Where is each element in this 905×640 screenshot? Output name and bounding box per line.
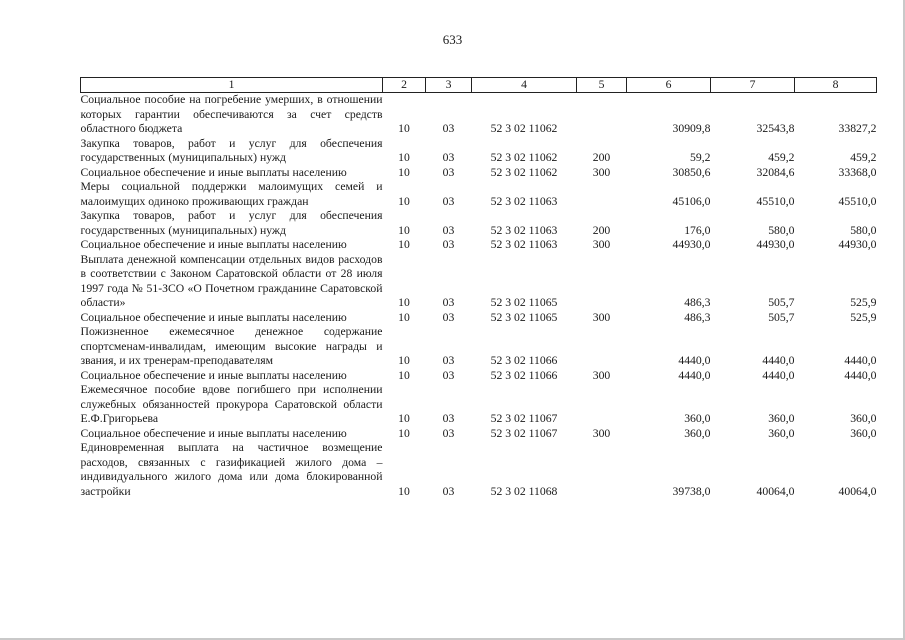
table-row xyxy=(81,238,877,253)
year1-amount-cell: 45106,0 xyxy=(672,194,711,208)
expense-type-cell: 300 xyxy=(592,368,611,382)
year2-amount-cell: 4440,0 xyxy=(762,354,795,367)
expense-type-cell xyxy=(577,441,627,499)
expense-name-cell: Социальное обеспечение и иные выплаты населению xyxy=(80,238,347,251)
year3-amount-cell: 40064,0 xyxy=(838,484,877,498)
year1-amount-cell: 39738,0 xyxy=(672,484,711,498)
year3-amount-cell: 33368,0 xyxy=(838,165,877,179)
expense-name-cell: Социальное обеспечение и иные выплаты населению xyxy=(80,426,347,440)
year2-amount-cell: 580,0 xyxy=(768,223,795,237)
table-row xyxy=(81,180,877,209)
budget-table xyxy=(80,77,877,499)
target-article-cell: 52 3 02 11062 xyxy=(490,165,558,179)
year3-amount-cell: 45510,0 xyxy=(838,194,877,208)
expense-name-cell: Социальное пособие на погребение умерших, в отношении которых гарантии обеспечиваются за счет средств областного бюджета xyxy=(80,93,383,135)
section-cell: 10 xyxy=(398,426,410,440)
page-number: 633 xyxy=(442,32,463,47)
section-cell: 10 xyxy=(398,194,410,208)
expense-type-cell: 300 xyxy=(592,426,611,440)
year1-amount-cell: 360,0 xyxy=(684,426,711,440)
year3-amount-cell: 44930,0 xyxy=(838,238,877,251)
year3-amount-cell: 4440,0 xyxy=(844,368,877,382)
subsection-cell: 03 xyxy=(442,122,455,135)
section-cell: 10 xyxy=(398,310,410,324)
expense-name-cell: Закупка товаров, работ и услуг для обеспечения государственных (муниципальных) нужд xyxy=(80,209,383,237)
section-cell: 10 xyxy=(398,122,410,135)
target-article-cell: 52 3 02 11067 xyxy=(490,426,558,440)
expense-name-cell: Пожизненное ежемесячное денежное содержание спортсменам-инвалидам, имеющим высокие награды и звания, и их тренерам-преподавателям xyxy=(80,325,383,367)
year1-amount-cell: 59,2 xyxy=(690,151,711,164)
target-article-cell: 52 3 02 11062 xyxy=(490,122,558,135)
table-row xyxy=(81,383,877,427)
expense-name-cell: Социальное обеспечение и иные выплаты населению xyxy=(80,368,347,382)
column-header: 2 xyxy=(383,78,426,93)
section-cell: 10 xyxy=(398,223,410,237)
expense-type-cell: 300 xyxy=(592,238,611,251)
expense-type-cell: 300 xyxy=(592,310,611,324)
year2-amount-cell: 32543,8 xyxy=(756,122,795,135)
year1-amount-cell: 30909,8 xyxy=(672,122,711,135)
expense-name-cell: Единовременная выплата на частичное возмещение расходов, связанных с газификацией жилого дома – индивидуального жилого дома или дома блокированной застройки xyxy=(80,441,383,498)
column-header: 8 xyxy=(795,78,877,93)
year1-amount-cell: 4440,0 xyxy=(678,354,711,367)
subsection-cell: 03 xyxy=(442,354,455,367)
year3-amount-cell: 459,2 xyxy=(850,151,877,164)
expense-type-cell: 200 xyxy=(592,151,611,164)
target-article-cell: 52 3 02 11068 xyxy=(490,484,558,498)
year1-amount-cell: 176,0 xyxy=(684,223,711,237)
column-header: 4 xyxy=(472,78,577,93)
year1-amount-cell: 4440,0 xyxy=(678,368,711,382)
year2-amount-cell: 32084,6 xyxy=(756,165,795,179)
expense-name-cell: Социальное обеспечение и иные выплаты населению xyxy=(80,165,347,179)
subsection-cell: 03 xyxy=(442,223,455,237)
column-header: 3 xyxy=(426,78,472,93)
year2-amount-cell: 4440,0 xyxy=(762,368,795,382)
section-cell: 10 xyxy=(398,368,410,382)
year1-amount-cell: 44930,0 xyxy=(672,238,711,251)
expense-name-cell: Ежемесячное пособие вдове погибшего при исполнении служебных обязанностей прокурора Саратовской области Е.Ф.Григорьева xyxy=(80,383,383,425)
table-row xyxy=(81,311,877,326)
table-row xyxy=(81,93,877,137)
section-cell: 10 xyxy=(398,151,410,164)
subsection-cell: 03 xyxy=(442,151,455,164)
year3-amount-cell: 33827,2 xyxy=(838,122,877,135)
year3-amount-cell: 360,0 xyxy=(850,412,877,425)
table-row xyxy=(81,209,877,238)
year3-amount-cell: 4440,0 xyxy=(844,354,877,367)
target-article-cell: 52 3 02 11066 xyxy=(490,368,558,382)
year2-amount-cell: 44930,0 xyxy=(756,238,795,251)
table-row xyxy=(81,253,877,311)
year1-amount-cell: 486,3 xyxy=(684,310,711,324)
table-row xyxy=(81,166,877,181)
year3-amount-cell: 525,9 xyxy=(850,310,877,324)
target-article-cell: 52 3 02 11067 xyxy=(490,412,558,425)
column-header: 1 xyxy=(81,78,383,93)
table-row xyxy=(81,427,877,442)
target-article-cell: 52 3 02 11062 xyxy=(490,151,558,164)
subsection-cell: 03 xyxy=(442,310,455,324)
section-cell: 10 xyxy=(398,354,410,367)
target-article-cell: 52 3 02 11066 xyxy=(490,354,558,367)
year2-amount-cell: 505,7 xyxy=(768,310,795,324)
expense-name-cell: Закупка товаров, работ и услуг для обеспечения государственных (муниципальных) нужд xyxy=(80,136,383,164)
expense-name-cell: Социальное обеспечение и иные выплаты населению xyxy=(80,310,347,324)
year2-amount-cell: 505,7 xyxy=(768,296,795,309)
column-header: 7 xyxy=(711,78,795,93)
target-article-cell: 52 3 02 11063 xyxy=(490,238,558,251)
subsection-cell: 03 xyxy=(442,296,455,309)
target-article-cell: 52 3 02 11063 xyxy=(490,223,558,237)
section-cell: 10 xyxy=(398,484,410,498)
table-header-row xyxy=(81,78,877,93)
year1-amount-cell: 30850,6 xyxy=(672,165,711,179)
subsection-cell: 03 xyxy=(442,194,455,208)
subsection-cell: 03 xyxy=(442,165,455,179)
expense-type-cell xyxy=(577,383,627,427)
section-cell: 10 xyxy=(398,165,410,179)
expense-type-cell: 200 xyxy=(592,223,611,237)
table-row xyxy=(81,137,877,166)
expense-name-cell: Выплата денежной компенсации отдельных видов расходов в соответствии с Законом Саратовской области от 28 июля 1997 года № 51-ЗСО «О Почетном гражданине Саратовской области» xyxy=(80,252,383,309)
expense-name-cell: Меры социальной поддержки малоимущих семей и малоимущих одиноко проживающих граждан xyxy=(80,180,383,208)
subsection-cell: 03 xyxy=(442,412,455,425)
expense-type-cell xyxy=(577,93,627,137)
column-header: 6 xyxy=(627,78,711,93)
expense-type-cell xyxy=(577,180,627,209)
year2-amount-cell: 360,0 xyxy=(768,412,795,425)
year1-amount-cell: 486,3 xyxy=(684,296,711,309)
subsection-cell: 03 xyxy=(442,238,455,251)
column-header: 5 xyxy=(577,78,627,93)
expense-type-cell xyxy=(577,253,627,311)
table-row xyxy=(81,441,877,499)
year2-amount-cell: 360,0 xyxy=(768,426,795,440)
year2-amount-cell: 40064,0 xyxy=(756,484,795,498)
expense-type-cell xyxy=(577,325,627,369)
table-row xyxy=(81,325,877,369)
section-cell: 10 xyxy=(398,296,410,309)
target-article-cell: 52 3 02 11065 xyxy=(490,310,558,324)
target-article-cell: 52 3 02 11065 xyxy=(490,296,558,309)
target-article-cell: 52 3 02 11063 xyxy=(490,194,558,208)
section-cell: 10 xyxy=(398,412,410,425)
year3-amount-cell: 525,9 xyxy=(850,296,877,309)
table-body xyxy=(81,93,877,500)
year3-amount-cell: 360,0 xyxy=(850,426,877,440)
subsection-cell: 03 xyxy=(442,484,455,498)
year1-amount-cell: 360,0 xyxy=(684,412,711,425)
table-row xyxy=(81,369,877,384)
year2-amount-cell: 459,2 xyxy=(768,151,795,164)
year2-amount-cell: 45510,0 xyxy=(756,194,795,208)
section-cell: 10 xyxy=(398,238,410,251)
expense-type-cell: 300 xyxy=(592,165,611,179)
subsection-cell: 03 xyxy=(442,368,455,382)
subsection-cell: 03 xyxy=(442,426,455,440)
year3-amount-cell: 580,0 xyxy=(850,223,877,237)
